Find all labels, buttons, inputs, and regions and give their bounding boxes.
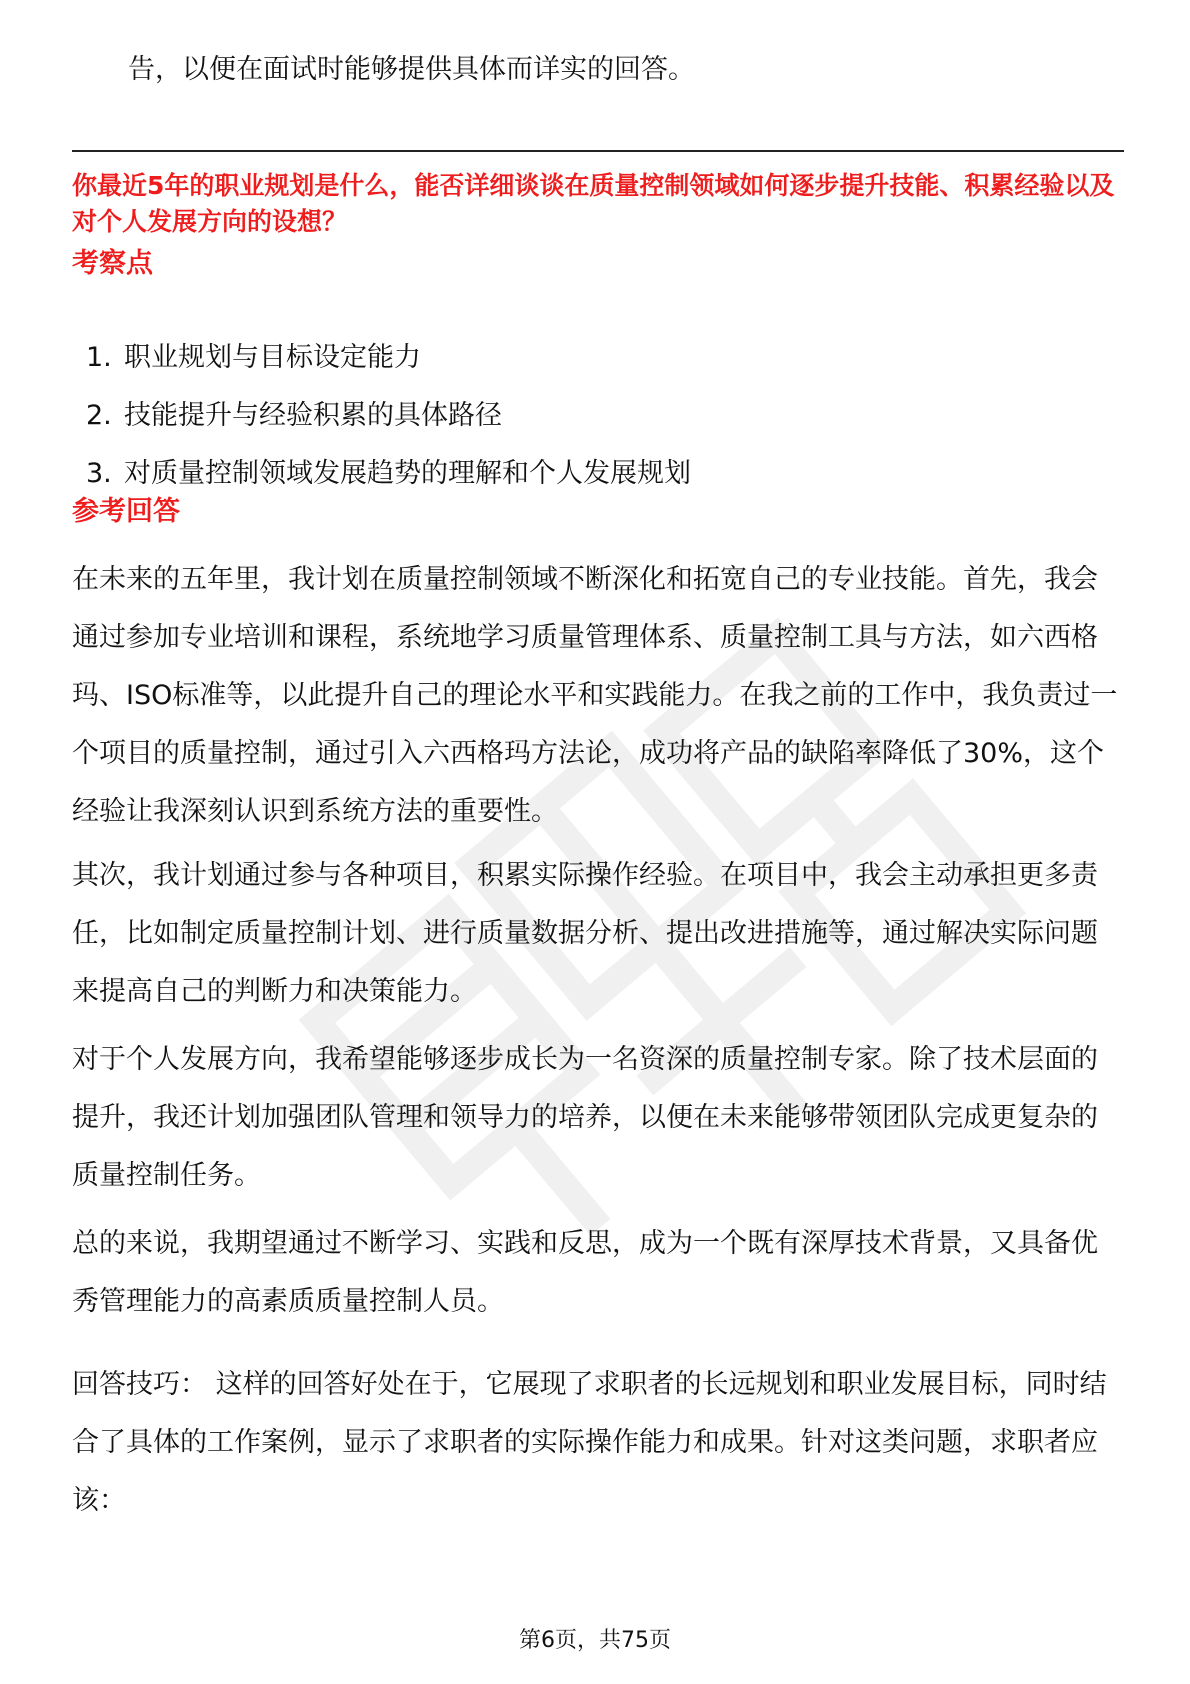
page-number-footer: 第6页，共75页 — [519, 1628, 671, 1653]
list-item-text: 职业规划与目标设定能力 — [124, 342, 421, 373]
list-item-number: 1. — [86, 342, 112, 373]
intro-line: 告，以便在面试时能够提供具体而详实的回答。 — [128, 54, 695, 85]
points-heading: 考察点 — [72, 248, 153, 279]
question-heading: 你最近5年的职业规划是什么，能否详细谈谈在质量控制领域如何逐步提升技能、积累经验以及对个人发展方向的设想？ — [72, 171, 1115, 236]
list-item-text: 对质量控制领域发展趋势的理解和个人发展规划 — [124, 458, 691, 489]
answer-paragraph: 在未来的五年里，我计划在质量控制领域不断深化和拓宽自己的专业技能。首先，我会通过参加专业培训和课程，系统地学习质量管理体系、质量控制工具与方法，如六西格玛、ISO标准等，以此提升自己的理论水平和实践能力。在我之前的工作中，我负责过一个项目的质量控制，通过引入六西格玛方法论，成功将产品的缺陷率降低了30%，这个经验让我深刻认识到系统方法的重要性。 — [72, 564, 1118, 827]
list-item-number: 3. — [86, 458, 112, 489]
answer-paragraph: 对于个人发展方向，我希望能够逐步成长为一名资深的质量控制专家。除了技术层面的提升，我还计划加强团队管理和领导力的培养，以便在未来能够带领团队完成更复杂的质量控制任务。 — [72, 1044, 1098, 1191]
list-item-number: 2. — [86, 400, 112, 431]
list-item — [86, 396, 691, 454]
list-item-text: 技能提升与经验积累的具体路径 — [124, 400, 502, 431]
answer-paragraph: 总的来说，我期望通过不断学习、实践和反思，成为一个既有深厚技术背景，又具备优秀管理能力的高素质质量控制人员。 — [72, 1228, 1098, 1317]
list-item — [86, 338, 691, 396]
points-list — [86, 338, 691, 512]
answer-paragraph: 其次，我计划通过参与各种项目，积累实际操作经验。在项目中，我会主动承担更多责任，比如制定质量控制计划、进行质量数据分析、提出改进措施等，通过解决实际问题来提高自己的判断力和决策能力。 — [72, 860, 1098, 1007]
answer-tips-paragraph: 回答技巧： 这样的回答好处在于，它展现了求职者的长远规划和职业发展目标，同时结合了具体的工作案例，显示了求职者的实际操作能力和成果。针对这类问题，求职者应该： — [72, 1369, 1107, 1516]
answer-heading: 参考回答 — [72, 496, 180, 527]
section-divider — [72, 150, 1124, 152]
